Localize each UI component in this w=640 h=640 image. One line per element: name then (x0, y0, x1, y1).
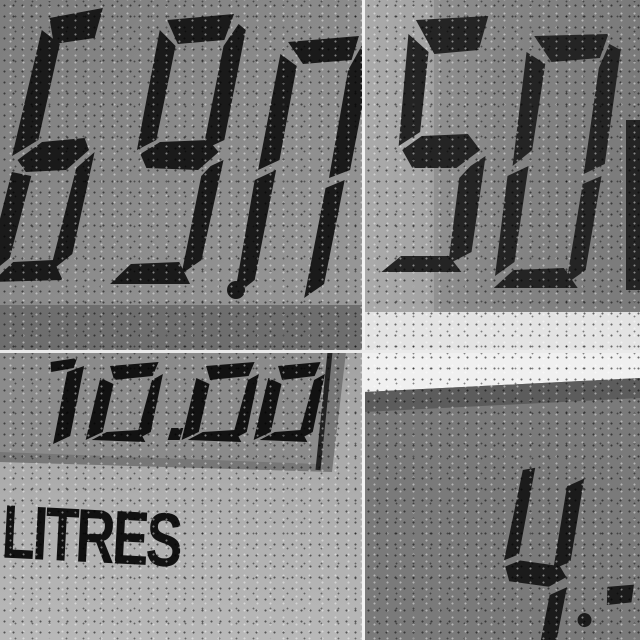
lcd-display-price (0, 0, 364, 352)
lcd-photo-partial (364, 0, 640, 352)
lcd-display-volume (0, 352, 364, 640)
lcd-photo-price (0, 0, 364, 352)
lcd-display-single (364, 352, 640, 640)
lcd-photo-volume (0, 352, 364, 640)
lcd-photo-single-digit (364, 352, 640, 640)
litres-label: LITRES (0, 489, 251, 588)
lcd-display-partial (364, 0, 640, 352)
